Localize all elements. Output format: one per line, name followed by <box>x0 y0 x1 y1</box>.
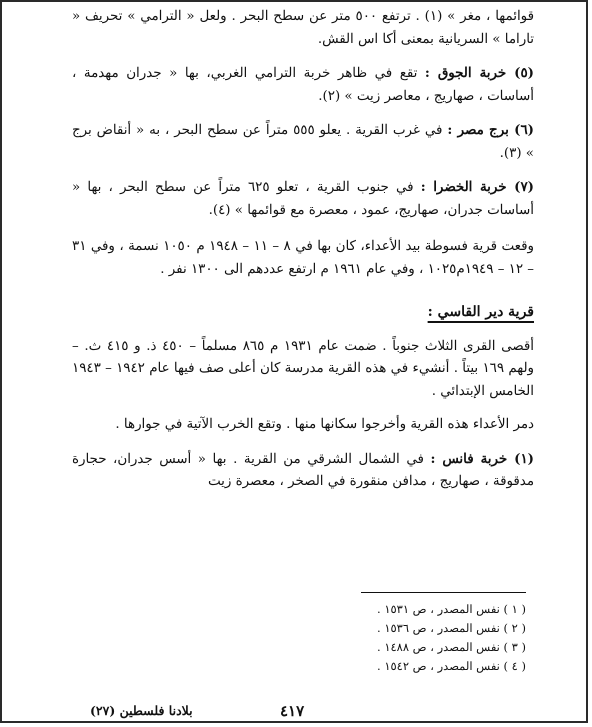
section-paragraph-3-heading: (١) خربة فانس : <box>430 450 534 467</box>
footnote-3: ( ٣ ) نفس المصدر ، ص ١٤٨٨ . <box>377 640 526 654</box>
page-body <box>72 6 534 505</box>
paragraph-2-text: تقع في ظاهر خربة الترامي الغربي، بها « جدران مهدمة ، أساسات ، صهاريج ، معاصر زيت » (٢). <box>72 66 534 104</box>
paragraph-1 <box>72 6 534 51</box>
paragraph-5 <box>72 236 534 281</box>
paragraph-3 <box>72 119 534 165</box>
section-paragraph-1-text: أقصى القرى الثلاث جنوباً . ضمت عام ١٩٣١ م ٨٦٥ مسلماً – ٤٥٠ ذ. و ٤١٥ ث. – ولهم ١٦٩ بيتاً . أنشيء في هذه القرية مدرسة كان أعلى صف فيها عام ١٩٤٢ – ١٩٤٣ الخامس الإبتدائي . <box>72 338 534 399</box>
paragraph-4-text: في جنوب القرية ، تعلو ٦٢٥ متراً عن سطح البحر ، بها « أساسات جدران، صهاريج، عمود ، معصرة مع قوائمها » (٤). <box>72 180 534 218</box>
paragraph-4 <box>72 176 534 222</box>
page-number: ٤١٧ <box>280 702 305 720</box>
paragraph-4-heading: (٧) خربة الخضرا : <box>420 179 534 195</box>
page-footer <box>2 702 588 722</box>
section-paragraph-2 <box>72 414 534 437</box>
footnote-2: ( ٢ ) نفس المصدر ، ص ١٥٣٦ . <box>377 621 526 635</box>
section-heading: قرية دير القاسي : <box>427 304 534 320</box>
section-paragraph-2-text: دمر الأعداء هذه القرية وأخرجوا سكانها منها . وتقع الخرب الآتية في جوارها . <box>115 417 534 432</box>
paragraph-2 <box>72 62 534 108</box>
footnote-4: ( ٤ ) نفس المصدر ، ص ١٥٤٢ . <box>377 659 526 673</box>
paragraph-3-text: في غرب القرية . يعلو ٥٥٥ متراً عن سطح البحر ، به « أنقاض برج » (٣). <box>72 123 534 161</box>
footnote-1: ( ١ ) نفس المصدر ، ص ١٥٣١ . <box>377 602 526 616</box>
paragraph-5-text: وقعت قرية فسوطة بيد الأعداء، كان بها في ٨ – ١١ – ١٩٤٨ م ١٠٥٠ نسمة ، وفي ٣١ – ١٢ – ١٩٤٩م١٠٢٥ ، وفي عام ١٩٦١ م ارتفع عددهم الى ١٣٠٠ نفر . <box>72 239 534 277</box>
paragraph-3-heading: (٦) برج مصر : <box>447 122 535 138</box>
footnotes <box>296 600 526 676</box>
footnote-separator <box>361 592 526 593</box>
running-title: بلادنا فلسطين (٢٧) <box>90 703 193 718</box>
section-paragraph-1 <box>72 336 534 404</box>
paragraph-1-text: قوائمها ، مغر » (١) . ترتفع ٥٠٠ متر عن سطح البحر . ولعل « الترامي » تحريف « تاراما » السريانية بمعنى أكا اس القش. <box>72 9 534 47</box>
paragraph-2-heading: (٥) خربة الجوق : <box>424 65 534 81</box>
section-paragraph-3-text: في الشمال الشرقي من القرية . بها « أسس جدران، حجارة مدقوقة ، صهاريج ، مدافن منقورة في الصخر ، معصرة زيت <box>72 451 534 489</box>
section-paragraph-3 <box>72 448 534 494</box>
